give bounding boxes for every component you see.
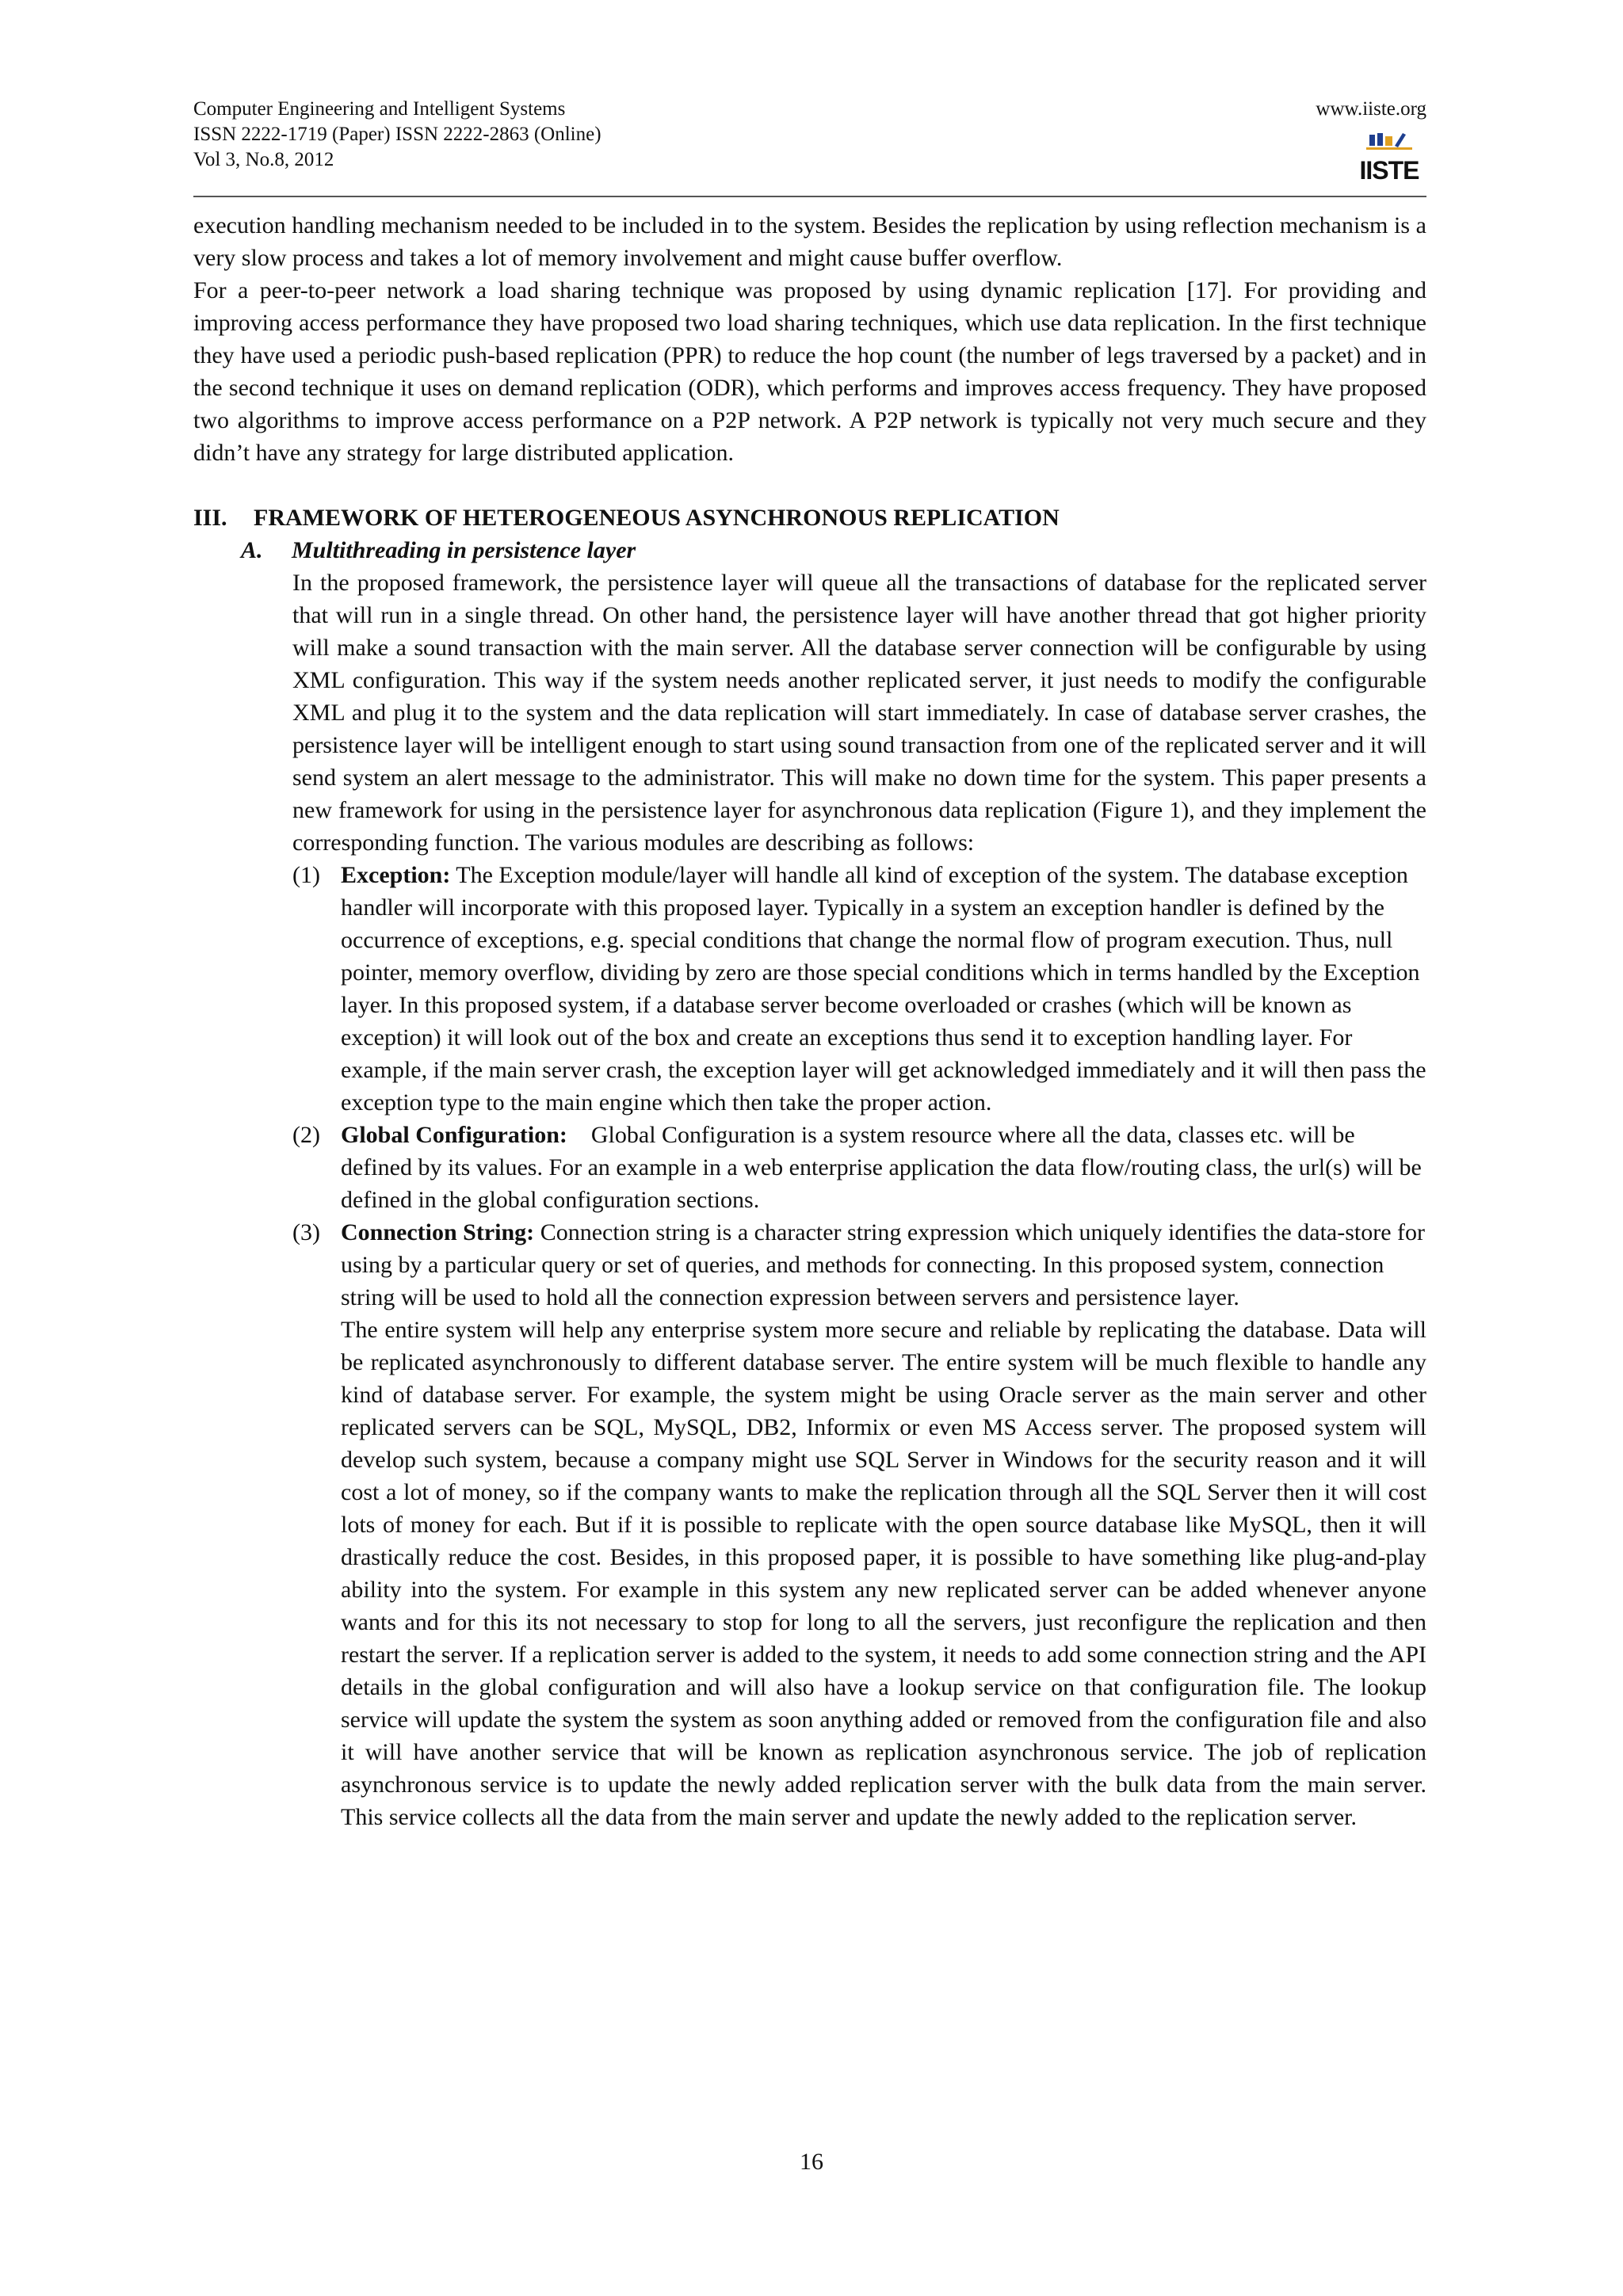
list-item-body <box>341 1119 1426 1216</box>
journal-issn: ISSN 2222-1719 (Paper) ISSN 2222-2863 (Online) <box>193 124 601 145</box>
section-heading <box>193 502 1426 534</box>
journal-title: Computer Engineering and Intelligent Systems <box>193 98 566 120</box>
closing-paragraph: The entire system will help any enterprise system more secure and reliable by replicating the database. Data will be replicated asynchronously to different database server. The entire system will be much flexible to handle any kind of database server. For example, the system might be using Oracle server as the main server and other replicated servers can be SQL, MySQL, DB2, Informix or even MS Access server. The proposed system will develop such system, because a company might use SQL Server in Windows for the security reason and it will cost a lot of money, so if the company wants to make the replication through all the SQL Server then it will cost lots of money for each. But if it is possible to replicate with the open source database like MySQL, then it will drastically reduce the cost. Besides, in this proposed paper, it is possible to have something like plug-and-play ability into the system. For example in this system any new replicated server can be added whenever anyone wants and for this its not necessary to stop for long to all the servers, just reconfigure the replication and then restart the server. If a replication server is added to the system, it needs to add some connection string and the API details in the global configuration and will also have a lookup service on that configuration file. The lookup service will update the system the system as soon anything added or removed from the configuration file and also it will have another service that will be known as replication asynchronous service. The job of replication asynchronous service is to update the newly added replication server with the bulk data from the main server. This service collects all the data from the main server and update the newly added to the replication server. <box>341 1317 1426 1830</box>
main-text <box>193 209 1426 1833</box>
svg-text:IISTE: IISTE <box>1359 156 1419 185</box>
subsection-title: Multithreading in persistence layer <box>292 537 636 563</box>
header-divider <box>193 196 1426 197</box>
section-paragraph: In the proposed framework, the persistence layer will queue all the transactions of database for the replicated server that will run in a single thread. On other hand, the persistence layer will have another thread that got higher priority will make a sound transaction with the main server. All the database server connection will be configurable by using XML configuration. This way if the system needs another replicated server, it just needs to modify the configurable XML and plug it to the system and the data replication will start immediately. In case of database server crashes, the persistence layer will be intelligent enough to start using sound transaction from one of the replicated server and it will send system an alert message to the administrator. This will make no down time for the system. This paper presents a new framework for using in the persistence layer for asynchronous data replication (Figure 1), and they implement the corresponding function. The various modules are describing as follows: <box>292 570 1426 856</box>
section-title: FRAMEWORK OF HETEROGENEOUS ASYNCHRONOUS REPLICATION <box>254 505 1060 531</box>
list-item-term: Connection String: <box>341 1219 535 1245</box>
list-item-number: (1) <box>292 862 320 888</box>
intro-paragraph-2: For a peer-to-peer network a load sharing technique was proposed by using dynamic replication [17]. For providing and improving access performance they have proposed two load sharing techniques, which use data replication. In the first technique they have used a periodic push-based replication (PPR) to reduce the hop count (the number of legs traversed by a packet) and in the second technique it uses on demand replication (ODR), which performs and improves access frequency. They have proposed two algorithms to improve access performance on a P2P network. A P2P network is typically not very much secure and they didn’t have any strategy for large distributed application. <box>193 277 1426 466</box>
list-item-text: Connection string is a character string expression which uniquely identifies the data-store for using by a particular query or set of queries, and methods for connecting. In this proposed system, connection string will be used to hold all the connection expression between servers and persistence layer. <box>341 1219 1426 1310</box>
list-item <box>292 1216 1426 1314</box>
page-header <box>193 97 1426 198</box>
list-item-body <box>341 859 1426 1119</box>
journal-website: www.iiste.org <box>1316 98 1426 120</box>
journal-info <box>193 97 601 173</box>
subsection-heading <box>193 534 1426 566</box>
list-item-text: Global Configuration is a system resource where all the data, classes etc. will be defined by its values. For an example in a web enterprise application the data flow/routing class, the url(s) will be defined in the global configuration sections. <box>341 1122 1428 1213</box>
page-number: 16 <box>800 2149 823 2175</box>
list-item-body <box>341 1216 1426 1314</box>
journal-volume: Vol 3, No.8, 2012 <box>193 149 334 170</box>
list-item <box>292 859 1426 1119</box>
list-item-term: Global Configuration: <box>341 1122 567 1148</box>
section-number: III. <box>193 505 227 531</box>
list-item-number: (2) <box>292 1122 320 1148</box>
list-item-number: (3) <box>292 1219 320 1245</box>
subsection-number: A. <box>241 537 263 563</box>
iiste-logo <box>1359 132 1419 187</box>
intro-paragraph-1: execution handling mechanism needed to be included in to the system. Besides the replication by using reflection mechanism is a very slow process and takes a lot of memory involvement and might cause buffer overflow. <box>193 212 1426 271</box>
list-item <box>292 1119 1426 1216</box>
list-item-text: The Exception module/layer will handle all kind of exception of the system. The database exception handler will incorporate with this proposed layer. Typically in a system an exception handler is defined by the occurrence of exceptions, e.g. special conditions that change the normal flow of program execution. Thus, null pointer, memory overflow, dividing by zero are those special conditions which in terms handled by the Exception layer. In this proposed system, if a database server become overloaded or crashes (which will be known as exception) it will look out of the box and create an exceptions thus send it to exception handling layer. For example, if the main server crash, the exception layer will get acknowledged immediately and it will then pass the exception type to the main engine which then take the proper action. <box>341 862 1426 1116</box>
list-item-term: Exception: <box>341 862 451 888</box>
